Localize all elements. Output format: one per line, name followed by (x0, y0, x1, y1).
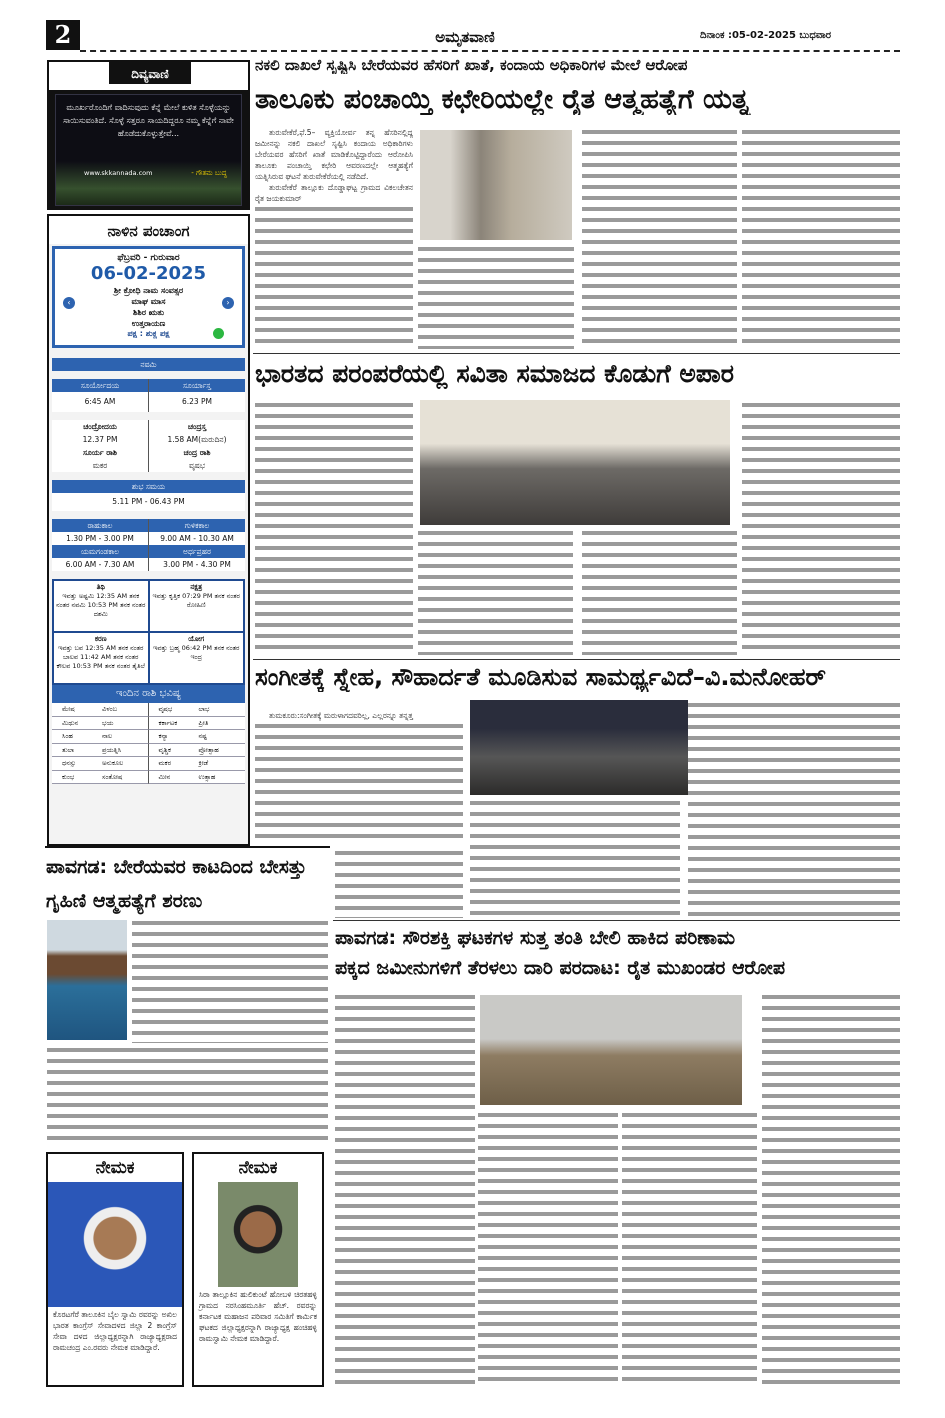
divyavani-box (47, 60, 250, 210)
surya-rashi: ಮಕರ (92, 461, 108, 470)
rashi-row (52, 771, 149, 785)
rashi-row (149, 757, 246, 771)
rashi-forecast: ಕ್ರೀಡೆ (198, 759, 209, 767)
rashi-row (149, 744, 246, 758)
page-number: 2 (46, 20, 80, 50)
rashi-forecast: ಸಂತೋಷ (102, 772, 123, 781)
rashi-forecast: ಭಯ (102, 718, 114, 727)
rashi-forecast: ಪ್ರೋತ್ಸಾಹ (198, 745, 219, 754)
story3-headline: ಸಂಗೀತಕ್ಕೆ ಸ್ನೇಹ, ಸೌಹಾರ್ದತೆ ಮೂಡಿಸುವ ಸಾಮರ್ಥ್ಯವಿದೆ–ವಿ.ಮನೋಹರ್ (255, 664, 826, 691)
rashi-forecast: ನಾಲ (102, 732, 113, 740)
shubha-label: ಶುಭ ಸಮಯ (52, 480, 245, 493)
panchanga-line: ಮಾಘ ಮಾಸ (131, 297, 166, 306)
story1-body-col3 (582, 127, 737, 349)
rashi-row (52, 703, 149, 717)
surya-rashi-label: ಸೂರ್ಯ ರಾಶಿ (82, 448, 118, 457)
issue-date: ದಿನಾಂಕ :05-02-2025 ಬುಧವಾರ (700, 30, 832, 41)
rashi-sign: ಕುಂಭ (62, 772, 75, 781)
masthead: ಅಮೃತವಾಣಿ (435, 28, 495, 46)
rashi-sign: ಕನ್ಯಾ (158, 732, 169, 740)
moonset-label: ಚಂದ್ರಸ್ತ (187, 422, 207, 431)
rashi-row (52, 730, 149, 744)
gulika-label: ಗುಳಿಕಕಾಲ (148, 519, 245, 532)
story1-lead: ತುರುವೇಕೆರೆ,ಫೆ.5– ವ್ಯಕ್ತಿಯೋರ್ವ ತನ್ನ ಹೆಸರಿನಲ್ಲಿದ್ದ ಜಮೀನನ್ನು ನಕಲಿ ದಾಖಲೆ ಸೃಷ್ಟಿಸಿ ಕಂದಾಯ ಅಧಿಕಾರಿಗಳು ಬೇರೆಯವರ ಹೆಸರಿಗೆ ಖಾತೆ ಮಾಡಿಕೊಟ್ಟಿದ್ದಾರೆಂದು ಆರೋಪಿಸಿ ತಾಲೂಕು ಪಂಚಾಯ್ತಿ ಕಛೇರಿ ಆವರಣದಲ್ಲೇ ಆತ್ಮಹತ್ಯೆಗೆ ಯತ್ನಿಸಿರುವ ಘಟನೆ ತುರುವೇಕೆರೆಯಲ್ಲಿ ನಡೆದಿದೆ. (255, 128, 413, 181)
divyavani-url: www.skkannada.com (84, 169, 153, 177)
rashi-forecast: ಪ್ರಯತ್ನಿಸಿ (102, 745, 122, 754)
story5-body-col2 (478, 1110, 618, 1387)
chandra-rashi-label: ಚಂದ್ರ ರಾಶಿ (183, 448, 211, 457)
nemaka-photo-1 (48, 1182, 182, 1307)
prev-arrow-icon[interactable]: ‹ (63, 297, 75, 309)
story3-lead: ತುಮಕೂರು:ಸಂಗೀತಕ್ಕೆ ಮರುಳಾಗದವರಿಲ್ಲ, ಎಲ್ಲರನ್ನೂ ತನ್ನತ್ತ (255, 710, 463, 721)
nemaka-title: ನೇಮಕ (238, 1158, 278, 1178)
rashi-title: ಇಂದಿನ ರಾಶಿ ಭವಿಷ್ಯ (52, 685, 245, 703)
nemaka-caption: ಸಿರಾ ತಾಲ್ಲೂಕಿನ ಹುಲಿಕುಂಟೆ ಹೋಬಳಿ ಚಿರತಹಳ್ಳಿ ಗ್ರಾಮದ ನರಸಿಂಹಮೂರ್ತಿ ಹೆಚ್. ರವರನ್ನು ಕರ್ನಾಟಕ ಮಹಾಜನ ಪರಿವಾರ ಸಮಿತಿಗೆ ಕಾರ್ಮಿಕ ಘಟಕದ ಜಿಲ್ಲಾಧ್ಯಕ್ಷರನ್ನಾಗಿ ರಾಜ್ಯಾಧ್ಯಕ್ಷ ಹಂಚಿಹಳ್ಳಿ ರಾಮಸ್ವಾಮಿ ನೇಮಕ ಮಾಡಿದ್ದಾರೆ. (199, 1290, 317, 1343)
story4-body-col2 (47, 1045, 328, 1145)
rahukala-time: 1.30 PM - 3.00 PM (66, 534, 134, 543)
story5-body-col3 (622, 1110, 757, 1387)
panchanga-title: ನಾಳಿನ ಪಂಚಾಂಗ (49, 214, 248, 244)
moonrise-time: 12.37 PM (82, 435, 118, 444)
rashi-sign: ವೃಷಭ (158, 705, 173, 713)
rahukala-label: ರಾಹುಕಾಲ (87, 521, 113, 530)
story5-headline-line2: ಪಕ್ಕದ ಜಮೀನುಗಳಿಗೆ ತೆರಳಲು ದಾರಿ ಪರದಾಟ: ರೈತ ಮುಖಂಡರ ಆರೋಪ (335, 958, 786, 979)
rashi-row (149, 771, 246, 785)
story5-photo (480, 995, 742, 1105)
nemaka-photo-2 (218, 1182, 298, 1287)
rashi-forecast: ಲಾಭ (198, 705, 210, 713)
rashi-forecast: ನಷ್ಟ (198, 732, 208, 740)
tithi-label: ತಿಥಿ (96, 583, 105, 591)
whatsapp-icon[interactable] (213, 328, 224, 339)
rashi-forecast: ವಿಳಂಬ (102, 705, 118, 713)
shubha-time: 5.11 PM - 06.43 PM (112, 497, 185, 506)
panchanga-paksha: ಪಕ್ಷ : ಶುಕ್ಲ ಪಕ್ಷ (127, 329, 170, 338)
story1-lead2: ತುರುವೇಕೆರೆ ತಾಲ್ಲೂಕು ದೊಡ್ಡಾಘಟ್ಟ ಗ್ರಾಮದ ವಿಕಲಚೇತನ ರೈತ ಜಯಕುಮಾರ್ (255, 183, 413, 203)
story1-body-col4 (742, 127, 900, 349)
panchanga-month-day: ಫೆಬ್ರವರಿ - ಗುರುವಾರ (117, 253, 180, 263)
karana-detail: ಇವತ್ತು ಬವ 12:35 AM ತನಕ ನಂತರ ಬಾಲವ 11:42 AM ತನಕ ನಂತರ ಕೌಲವ 10:53 PM ತನಕ ನಂತರ ತೈತಿಲೆ (56, 644, 145, 670)
next-arrow-icon[interactable]: › (222, 297, 234, 309)
yoga-detail: ಇವತ್ತು ಬ್ರಹ್ಮ 06:42 PM ತನಕ ನಂತರ ಇಂದ್ರ (153, 644, 240, 661)
rashi-forecast: ಉತ್ಸಾಹ (198, 772, 216, 781)
divyavani-quote-image (55, 94, 242, 206)
moonset-time: 1.58 AM(ಮರುದಿನ) (167, 435, 227, 444)
story3-body-col3 (688, 700, 900, 918)
story2-photo (420, 400, 730, 525)
rashi-sign: ವೃಶ್ಚಿಕ (158, 745, 171, 754)
karana-label: ಕರಣ (94, 635, 107, 643)
story4-body-col1 (132, 918, 328, 1043)
gulika-time: 9.00 AM - 10.30 AM (148, 532, 245, 545)
panchanga-line: ಶ್ರೀ ಕ್ರೋಧಿ ನಾಮ ಸಂವತ್ಸರ (113, 286, 184, 295)
tithi-bar: ನವಮಿ (52, 358, 245, 371)
yamaganda-time: 6.00 AM - 7.30 AM (65, 560, 135, 569)
rashi-sign: ಕರ್ಕಾಟಕ (158, 718, 178, 727)
nemaka-title: ನೇಮಕ (95, 1158, 135, 1178)
story1-kicker: ನಕಲಿ ದಾಖಲೆ ಸೃಷ್ಟಿಸಿ ಬೇರೆಯವರ ಹೆಸರಿಗೆ ಖಾತೆ, ಕಂದಾಯ ಅಧಿಕಾರಿಗಳ ಮೇಲೆ ಆರೋಪ (255, 57, 688, 74)
story1-body-col1 (255, 127, 413, 349)
story5-body-col4 (762, 992, 900, 1387)
story5-headline-line1: ಪಾವಗಡ: ಸೌರಶಕ್ತಿ ಘಟಕಗಳ ಸುತ್ತ ತಂತಿ ಬೇಲಿ ಹಾಕಿದ ಪರಿಣಾಮ (335, 928, 736, 949)
divyavani-quote: ಮೂರ್ಖರೊಂದಿಗೆ ವಾದಿಸುವುದು ಕೆನ್ನೆ ಮೇಲೆ ಕುಳಿತ ಸೊಳ್ಳೆಯನ್ನು ಸಾಯಿಸುವಂತಿದೆ. ಸೊಳ್ಳೆ ಸತ್ತರೂ ಸಾಯದಿದ್ದರೂ ನಮ್ಮ ಕೆನ್ನೆಗೆ ನಾವೇ ಹೊಡೆದುಕೊಳ್ಳುತ್ತೇವೆ... (63, 103, 234, 138)
sunrise-label: ಸೂರ್ಯೋದಯ (80, 381, 120, 390)
rashi-sign: ಮೀನ (158, 772, 171, 781)
sunrise-time: 6:45 AM (84, 397, 116, 406)
rashi-row (52, 717, 149, 731)
rashi-sign: ಸಿಂಹ (62, 732, 73, 740)
rashi-sign: ಧನಸ್ಸು (62, 759, 76, 767)
rashi-forecast: ಪ್ರೀತಿ (198, 718, 209, 727)
rashi-sign: ಮೇಷ (62, 705, 75, 713)
rashi-row (149, 730, 246, 744)
divyavani-author: - ಗೌತಮ ಬುದ್ಧ (191, 169, 227, 177)
panchanga-line: ಶಿಶಿರ ಋತು (132, 308, 165, 317)
ardhaprahara-label: ಅರ್ಧಪ್ರಹರ (148, 545, 245, 558)
nemaka-box-2 (192, 1152, 324, 1387)
story2-body-col2 (418, 528, 573, 655)
story3-body-col1b (335, 848, 463, 918)
story1-body-col2 (418, 244, 574, 349)
story2-body-col4 (742, 400, 900, 655)
divyavani-title: ದಿವ್ಯವಾಣಿ (109, 62, 191, 86)
yamaganda-label: ಯಮಗಂಡಕಾಲ (80, 547, 120, 556)
rashi-forecast: ಅನುಕೂಲ (102, 759, 124, 767)
yoga-label: ಯೋಗ (188, 635, 205, 643)
rashi-row (52, 744, 149, 758)
story1-photo (420, 130, 572, 240)
moonrise-label: ಚಂದ್ರೋದಯ (83, 422, 117, 431)
nakshatra-detail: ಇವತ್ತು ಕೃತ್ತಿಕ 07:29 PM ತನಕ ನಂತರ ರೋಹಿಣಿ (152, 592, 240, 609)
rashi-sign: ಮಕರ (158, 759, 172, 767)
story2-headline: ಭಾರತದ ಪರಂಪರೆಯಲ್ಲಿ ಸವಿತಾ ಸಮಾಜದ ಕೊಡುಗೆ ಅಪಾರ (255, 360, 734, 388)
rashi-sign: ತುಲಾ (62, 745, 75, 754)
rashi-row (149, 717, 246, 731)
tithi-detail: ಇವತ್ತು ಅಷ್ಟಮಿ 12:35 AM ತನಕ ನಂತರ ನವಮಿ 10:53 PM ತನಕ ನಂತರ ದಶಮಿ (56, 592, 146, 618)
story4-photo (47, 920, 127, 1040)
panchanga-date: 06-02-2025 (90, 263, 207, 284)
panchanga-line: ಉತ್ತರಾಯಣ (131, 319, 166, 328)
ardhaprahara-time: 3.00 PM - 4.30 PM (148, 558, 245, 571)
sunset-label: ಸೂರ್ಯಾಸ್ತ (148, 379, 245, 392)
story2-body-col3 (582, 528, 737, 655)
rashi-sign: ಮಿಥುನ (62, 718, 79, 727)
panchanga-panel (47, 214, 250, 846)
story3-body-col1 (255, 710, 463, 843)
story1-headline: ತಾಲೂಕು ಪಂಚಾಯ್ತಿ ಕಛೇರಿಯಲ್ಲೇ ರೈತ ಆತ್ಮಹತ್ಯೆಗೆ ಯತ್ನ (255, 84, 750, 115)
rashi-row (149, 703, 246, 717)
story4-headline: ಪಾವಗಡ: ಬೇರೆಯವರ ಕಾಟದಿಂದ ಬೇಸತ್ತು ಗೃಹಿಣಿ ಆತ್ಮಹತ್ಯೆಗೆ ಶರಣು (46, 856, 307, 912)
nakshatra-label: ನಕ್ಷತ್ರ (190, 583, 203, 591)
sunset-time: 6.23 PM (148, 392, 245, 412)
story3-photo (470, 700, 688, 795)
nemaka-caption: ಕೊರಟಗೆರೆ ತಾಲೂಕಿನ ಬೈಲ ಸ್ವಾಮಿ ರವರನ್ನು ಅಖಿಲ ಭಾರತ ಕಾಂಗ್ರೆಸ್ ಸೇವಾದಳದ ಜಿಲ್ಲಾ 2 ಕಾಂಗ್ರೆಸ್ ಸೇವಾ ದಳದ ಜಿಲ್ಲಾಧ್ಯಕ್ಷರನ್ನಾಗಿ ರಾಜ್ಯಾಧ್ಯಕ್ಷರಾದ ರಾಮಚಂದ್ರ ಎಂ.ರವರು ನೇಮಕ ಮಾಡಿದ್ದಾರೆ. (53, 1310, 177, 1352)
story5-body-col1 (335, 992, 475, 1387)
header-divider (80, 50, 900, 52)
story2-body-col1 (255, 400, 413, 655)
story3-body-col2 (470, 798, 680, 918)
rashi-table (52, 703, 245, 784)
nemaka-box-1 (46, 1152, 184, 1387)
chandra-rashi: ವೃಷಭ (189, 461, 205, 470)
rashi-row (52, 757, 149, 771)
